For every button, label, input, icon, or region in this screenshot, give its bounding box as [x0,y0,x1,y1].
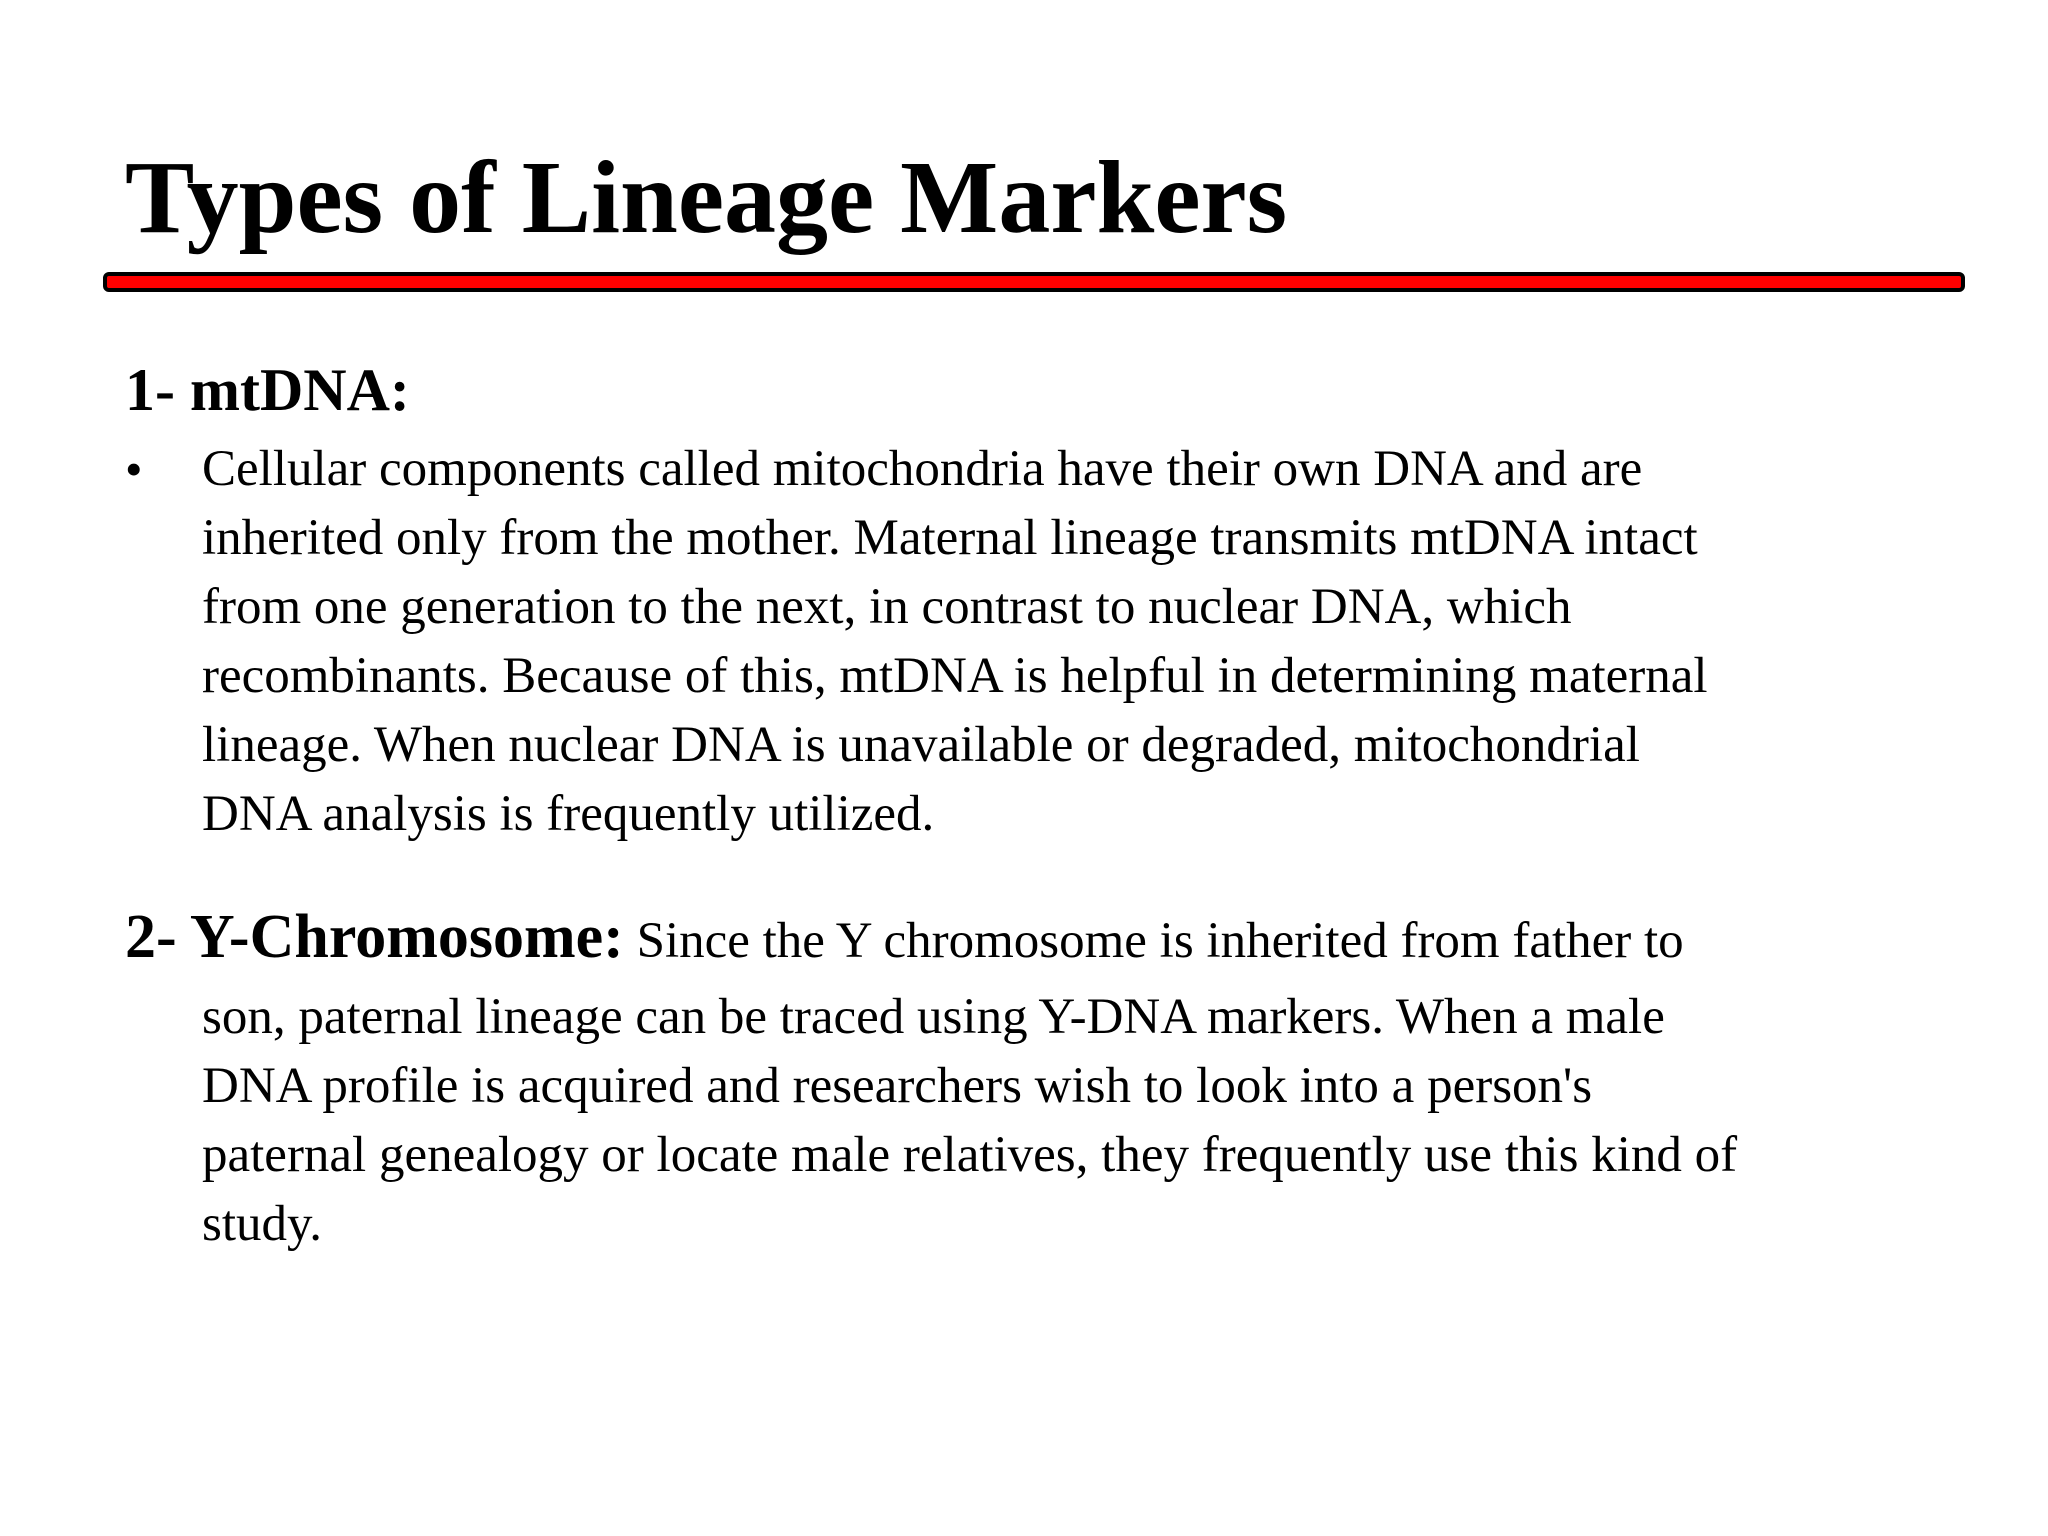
text-line: from one generation to the next, in contrast to nuclear DNA, which [202,579,1572,635]
section-y-chromosome [125,897,1975,1259]
bullet-paragraph-mtdna [202,435,1708,849]
text-line: Cellular components called mitochondria have their own DNA and are [202,441,1643,497]
slide-title: Types of Lineage Markers [125,140,1288,255]
text-line: inherited only from the mother. Maternal lineage transmits mtDNA intact [202,510,1698,566]
text-line: paternal genealogy or locate male relatives, they frequently use this kind of [202,1127,1738,1183]
section-heading-mtdna: 1- mtDNA: [125,357,410,423]
section-heading-y-chromosome: 2- Y-Chromosome: [125,903,624,971]
text-line: DNA profile is acquired and researchers wish to look into a person's [202,1058,1593,1114]
text-line: recombinants. Because of this, mtDNA is helpful in determining maternal [202,648,1708,704]
section-first-line [125,897,1975,993]
section-paragraph-y-chromosome [125,983,1975,1259]
text-line: son, paternal lineage can be traced using Y-DNA markers. When a male [202,989,1665,1045]
text-line: DNA analysis is frequently utilized. [202,786,935,842]
title-divider [103,272,1965,292]
text-line: study. [202,1196,322,1252]
section-lead-text: Since the Y chromosome is inherited from father to [623,913,1684,969]
bullet-icon: • [125,441,143,497]
text-line: lineage. When nuclear DNA is unavailable or degraded, mitochondrial [202,717,1640,773]
